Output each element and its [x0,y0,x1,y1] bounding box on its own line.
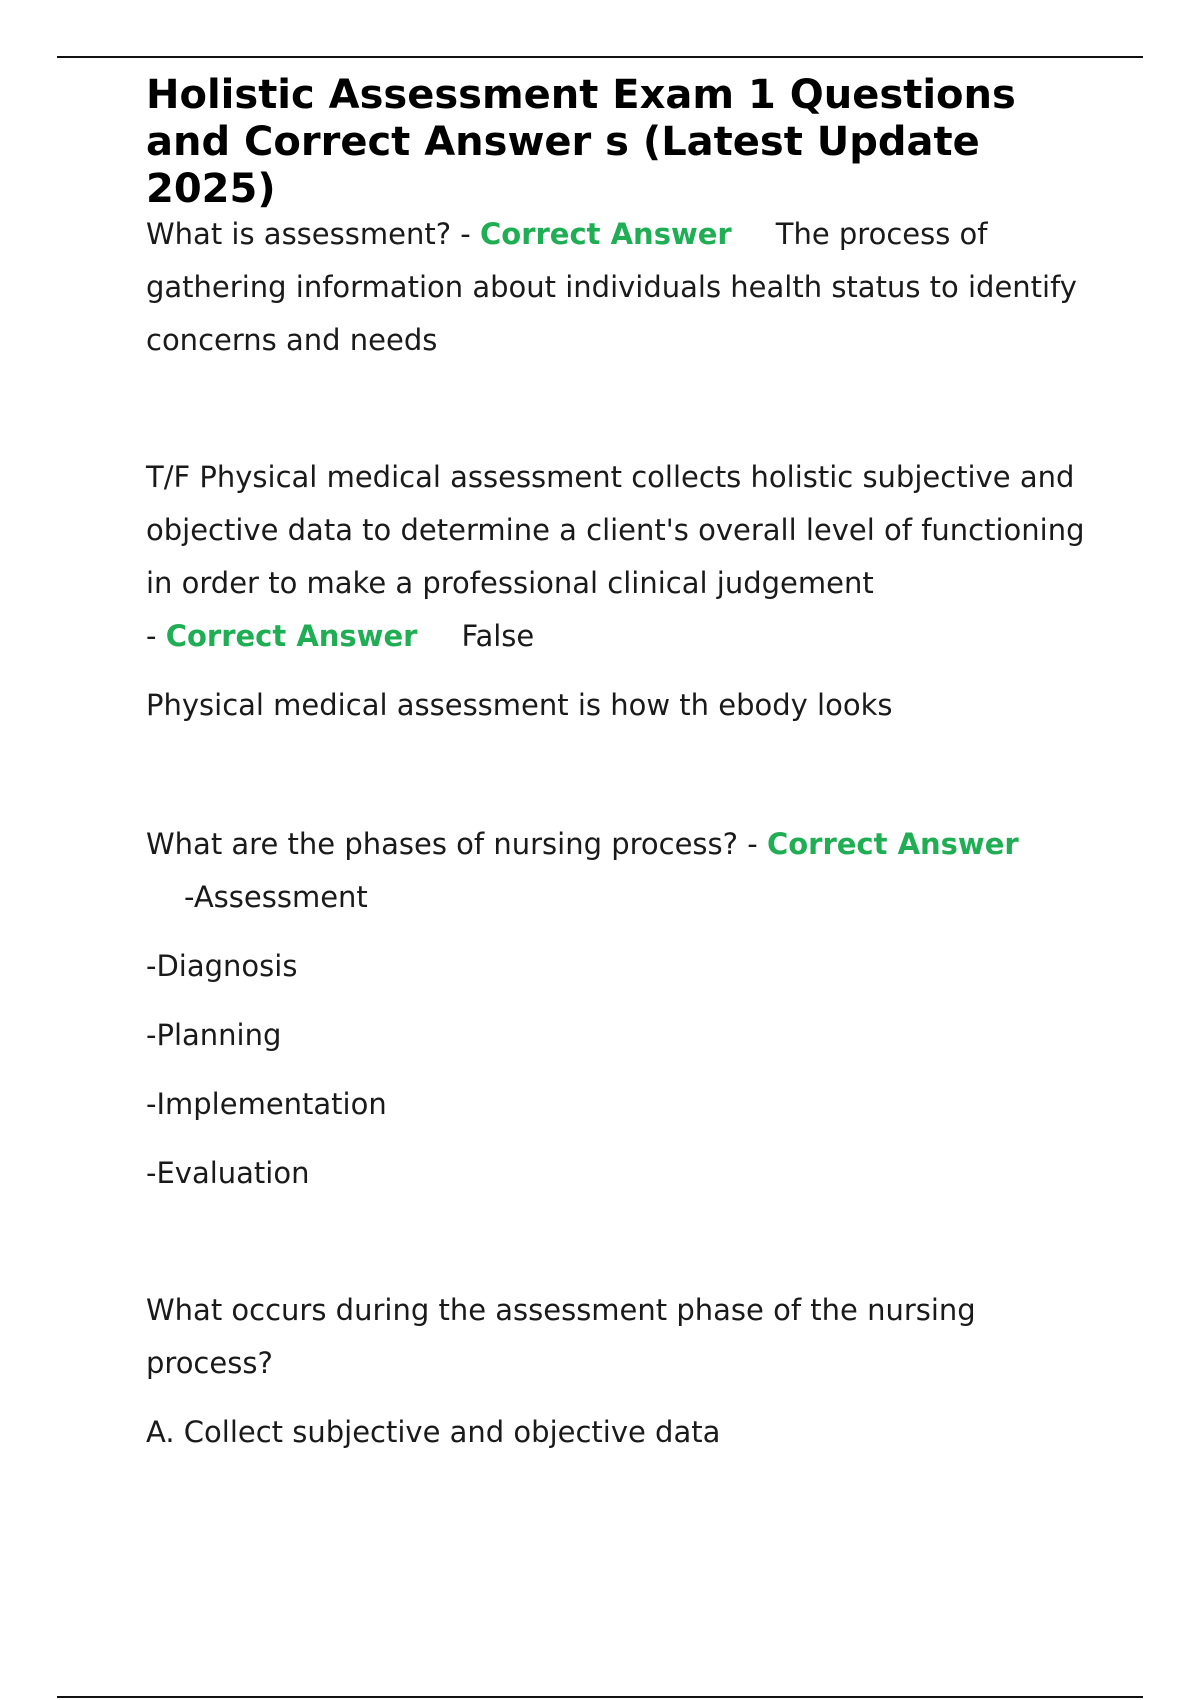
correct-answer-label: Correct Answer [479,217,732,251]
answer-1-text: The process of gathering information about individuals health status to identify concerns and needs [146,217,1077,357]
correct-answer-label: Correct Answer [766,827,1019,861]
bottom-rule [57,1696,1143,1698]
document-title: Holistic Assessment Exam 1 Questions and Correct Answer s (Latest Update 2025) [146,72,1016,212]
question-2-text: T/F Physical medical assessment collects holistic subjective and objective data to determine a client's overall level of functioning in order to make a professional clinical judgement [146,460,1085,600]
answer-2-text: False [461,619,535,653]
phase-item: -Evaluation [146,1156,310,1190]
phase-item: -Assessment [184,880,368,914]
phase-item: -Planning [146,1018,282,1052]
question-1-text: What is assessment? - [146,217,480,251]
question-2 [146,451,1106,663]
top-rule [57,56,1143,58]
question-1 [146,208,1106,367]
answer-dash: - [146,619,157,653]
answer-option-a: A. Collect subjective and objective data [146,1415,721,1449]
question-3 [146,818,1106,924]
phase-item: -Diagnosis [146,949,298,983]
question-4: What occurs during the assessment phase of the nursing process? [146,1293,976,1380]
question-3-text: What are the phases of nursing process? - [146,827,767,861]
phase-item: -Implementation [146,1087,387,1121]
answer-2-note: Physical medical assessment is how th ebody looks [146,688,893,722]
document-body [146,72,1106,1459]
correct-answer-label: Correct Answer [165,619,418,653]
